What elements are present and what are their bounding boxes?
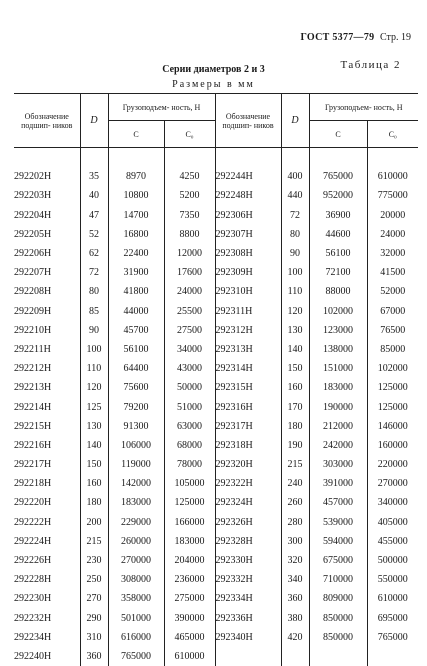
designation-header: Обозначение подшип- ников xyxy=(14,94,80,148)
designation-cell: 292204Н xyxy=(14,206,80,225)
c0-cell: 24000 xyxy=(164,282,215,301)
d-cell: 400 xyxy=(281,167,309,186)
c0-cell: 52000 xyxy=(367,282,418,301)
designation-cell: 292228Н xyxy=(14,570,80,589)
d-cell: 310 xyxy=(80,628,108,647)
table-row xyxy=(14,378,418,397)
designation-cell: 292340Н xyxy=(215,628,281,647)
table-row xyxy=(14,244,418,263)
c-cell: 190000 xyxy=(309,397,367,416)
c0-cell: 102000 xyxy=(367,359,418,378)
designation-cell: 292332Н xyxy=(215,570,281,589)
c-header: C xyxy=(309,121,367,148)
designation-cell: 292324Н xyxy=(215,493,281,512)
designation-cell: 292248Н xyxy=(215,186,281,205)
designation-cell: 292309Н xyxy=(215,263,281,282)
table-row xyxy=(14,436,418,455)
d-cell: 100 xyxy=(281,263,309,282)
c0-cell: 455000 xyxy=(367,532,418,551)
designation-cell: 292313Н xyxy=(215,340,281,359)
bearing-table xyxy=(14,93,418,666)
d-cell: 150 xyxy=(80,455,108,474)
c-cell: 303000 xyxy=(309,455,367,474)
c-cell: 72100 xyxy=(309,263,367,282)
table-row xyxy=(14,321,418,340)
designation-cell: 292216Н xyxy=(14,436,80,455)
c0-cell: 20000 xyxy=(367,206,418,225)
d-cell: 160 xyxy=(281,378,309,397)
designation-cell: 292202Н xyxy=(14,167,80,186)
designation-cell: 292208Н xyxy=(14,282,80,301)
c-cell: 183000 xyxy=(108,493,164,512)
designation-cell: 292210Н xyxy=(14,321,80,340)
c0-cell: 775000 xyxy=(367,186,418,205)
c-cell: 16800 xyxy=(108,225,164,244)
table-row xyxy=(14,186,418,205)
d-cell: 120 xyxy=(80,378,108,397)
c0-cell: 51000 xyxy=(164,397,215,416)
d-cell: 340 xyxy=(281,570,309,589)
c0-cell: 63000 xyxy=(164,417,215,436)
designation-cell: 292315Н xyxy=(215,378,281,397)
c-cell: 64400 xyxy=(108,359,164,378)
c0-cell: 166000 xyxy=(164,513,215,532)
sizes-title: Размеры в мм xyxy=(0,79,427,90)
designation-cell: 292322Н xyxy=(215,474,281,493)
designation-cell: 292213Н xyxy=(14,378,80,397)
designation-cell: 292232Н xyxy=(14,609,80,628)
c0-cell: 34000 xyxy=(164,340,215,359)
d-cell: 47 xyxy=(80,206,108,225)
d-cell: 140 xyxy=(80,436,108,455)
designation-cell: 292224Н xyxy=(14,532,80,551)
d-cell: 120 xyxy=(281,302,309,321)
c0-cell: 17600 xyxy=(164,263,215,282)
designation-cell: 292307Н xyxy=(215,225,281,244)
designation-cell: 292306Н xyxy=(215,206,281,225)
c-cell: 88000 xyxy=(309,282,367,301)
d-cell: 130 xyxy=(281,321,309,340)
c-cell: 151000 xyxy=(309,359,367,378)
c-header: C xyxy=(108,121,164,148)
table-row xyxy=(14,417,418,436)
d-cell: 270 xyxy=(80,589,108,608)
designation-cell: 292308Н xyxy=(215,244,281,263)
c0-cell: 41500 xyxy=(367,263,418,282)
d-cell: 420 xyxy=(281,628,309,647)
c0-cell: 270000 xyxy=(367,474,418,493)
c-cell: 44600 xyxy=(309,225,367,244)
designation-cell: 292212Н xyxy=(14,359,80,378)
c0-cell: 183000 xyxy=(164,532,215,551)
table-row xyxy=(14,628,418,647)
table-row xyxy=(14,340,418,359)
c0-cell: 695000 xyxy=(367,609,418,628)
c0-cell: 275000 xyxy=(164,589,215,608)
d-header: D xyxy=(80,94,108,148)
designation-cell: 292320Н xyxy=(215,455,281,474)
c0-header: C₀ xyxy=(164,121,215,148)
c-cell: 229000 xyxy=(108,513,164,532)
c-cell: 123000 xyxy=(309,321,367,340)
c0-cell: 43000 xyxy=(164,359,215,378)
c0-cell: 24000 xyxy=(367,225,418,244)
designation-cell: 292240Н xyxy=(14,647,80,666)
d-cell: 215 xyxy=(80,532,108,551)
c0-cell: 610000 xyxy=(367,589,418,608)
designation-cell: 292328Н xyxy=(215,532,281,551)
designation-cell: 292218Н xyxy=(14,474,80,493)
designation-cell: 292207Н xyxy=(14,263,80,282)
table-row xyxy=(14,493,418,512)
d-header: D xyxy=(281,94,309,148)
c-cell: 809000 xyxy=(309,589,367,608)
c-cell: 56100 xyxy=(108,340,164,359)
table-row xyxy=(14,474,418,493)
c0-cell: 7350 xyxy=(164,206,215,225)
designation-cell: 292334Н xyxy=(215,589,281,608)
c-cell: 8970 xyxy=(108,167,164,186)
designation-cell: 292217Н xyxy=(14,455,80,474)
designation-cell: 292203Н xyxy=(14,186,80,205)
page-header xyxy=(300,32,411,43)
d-cell: 90 xyxy=(281,244,309,263)
d-cell: 290 xyxy=(80,609,108,628)
table-row xyxy=(14,397,418,416)
d-cell: 110 xyxy=(281,282,309,301)
designation-cell xyxy=(215,647,281,666)
designation-cell: 292214Н xyxy=(14,397,80,416)
d-cell: 320 xyxy=(281,551,309,570)
c0-cell: 4250 xyxy=(164,167,215,186)
c0-cell: 68000 xyxy=(164,436,215,455)
c-cell: 22400 xyxy=(108,244,164,263)
c0-cell: 500000 xyxy=(367,551,418,570)
page-number: Стр. 19 xyxy=(380,32,411,43)
designation-cell: 292211Н xyxy=(14,340,80,359)
designation-cell: 292209Н xyxy=(14,302,80,321)
c0-cell: 125000 xyxy=(164,493,215,512)
designation-cell: 292316Н xyxy=(215,397,281,416)
c0-cell: 25500 xyxy=(164,302,215,321)
c0-cell: 220000 xyxy=(367,455,418,474)
c-cell: 457000 xyxy=(309,493,367,512)
designation-cell: 292312Н xyxy=(215,321,281,340)
d-cell: 125 xyxy=(80,397,108,416)
c-cell: 142000 xyxy=(108,474,164,493)
c0-cell: 405000 xyxy=(367,513,418,532)
c-cell: 850000 xyxy=(309,628,367,647)
c-cell: 183000 xyxy=(309,378,367,397)
d-cell: 62 xyxy=(80,244,108,263)
d-cell: 230 xyxy=(80,551,108,570)
c0-cell: 390000 xyxy=(164,609,215,628)
d-cell: 90 xyxy=(80,321,108,340)
d-cell: 35 xyxy=(80,167,108,186)
d-cell: 240 xyxy=(281,474,309,493)
c-cell: 212000 xyxy=(309,417,367,436)
table-body xyxy=(14,148,418,666)
designation-cell: 292206Н xyxy=(14,244,80,263)
c-cell: 91300 xyxy=(108,417,164,436)
c0-cell: 125000 xyxy=(367,378,418,397)
table-row xyxy=(14,513,418,532)
d-cell: 110 xyxy=(80,359,108,378)
designation-cell: 292244Н xyxy=(215,167,281,186)
d-cell: 215 xyxy=(281,455,309,474)
d-cell: 150 xyxy=(281,359,309,378)
designation-cell: 292215Н xyxy=(14,417,80,436)
table-row xyxy=(14,455,418,474)
c0-cell: 465000 xyxy=(164,628,215,647)
c-cell: 539000 xyxy=(309,513,367,532)
c0-cell: 146000 xyxy=(367,417,418,436)
d-cell: 300 xyxy=(281,532,309,551)
table-label: Таблица 2 xyxy=(340,59,401,71)
d-cell: 160 xyxy=(80,474,108,493)
c0-cell: 32000 xyxy=(367,244,418,263)
table-row xyxy=(14,282,418,301)
c-cell: 675000 xyxy=(309,551,367,570)
d-cell: 72 xyxy=(80,263,108,282)
table-row xyxy=(14,551,418,570)
table-row xyxy=(14,225,418,244)
c0-cell: 160000 xyxy=(367,436,418,455)
c0-cell: 27500 xyxy=(164,321,215,340)
d-cell: 180 xyxy=(281,417,309,436)
c0-cell: 78000 xyxy=(164,455,215,474)
d-cell: 200 xyxy=(80,513,108,532)
c-cell: 10800 xyxy=(108,186,164,205)
designation-cell: 292222Н xyxy=(14,513,80,532)
designation-cell: 292234Н xyxy=(14,628,80,647)
table-row xyxy=(14,302,418,321)
d-cell: 250 xyxy=(80,570,108,589)
d-cell: 130 xyxy=(80,417,108,436)
designation-cell: 292314Н xyxy=(215,359,281,378)
d-cell: 40 xyxy=(80,186,108,205)
series-title: Серии диаметров 2 и 3 xyxy=(0,64,427,75)
designation-cell: 292317Н xyxy=(215,417,281,436)
d-cell xyxy=(281,647,309,666)
load-capacity-header: Грузоподъем- ность, Н xyxy=(108,94,215,121)
d-cell: 440 xyxy=(281,186,309,205)
d-cell: 260 xyxy=(281,493,309,512)
d-cell: 80 xyxy=(281,225,309,244)
designation-cell: 292220Н xyxy=(14,493,80,512)
d-cell: 280 xyxy=(281,513,309,532)
c-cell: 308000 xyxy=(108,570,164,589)
d-cell: 170 xyxy=(281,397,309,416)
c-cell: 594000 xyxy=(309,532,367,551)
c-cell: 765000 xyxy=(309,167,367,186)
c-cell: 710000 xyxy=(309,570,367,589)
d-cell: 52 xyxy=(80,225,108,244)
c0-cell: 340000 xyxy=(367,493,418,512)
c-cell: 14700 xyxy=(108,206,164,225)
c-cell: 79200 xyxy=(108,397,164,416)
designation-cell: 292230Н xyxy=(14,589,80,608)
d-cell: 360 xyxy=(281,589,309,608)
c0-cell: 67000 xyxy=(367,302,418,321)
designation-cell: 292318Н xyxy=(215,436,281,455)
c-cell: 765000 xyxy=(108,647,164,666)
c-cell: 31900 xyxy=(108,263,164,282)
c-cell: 36900 xyxy=(309,206,367,225)
c0-cell: 765000 xyxy=(367,628,418,647)
c0-cell: 8800 xyxy=(164,225,215,244)
c-cell: 242000 xyxy=(309,436,367,455)
table-row xyxy=(14,609,418,628)
c-cell: 391000 xyxy=(309,474,367,493)
standard-number: ГОСТ 5377—79 xyxy=(300,32,374,43)
load-capacity-header: Грузоподъем- ность, Н xyxy=(309,94,418,121)
c0-cell: 50000 xyxy=(164,378,215,397)
c-cell: 616000 xyxy=(108,628,164,647)
designation-cell: 292310Н xyxy=(215,282,281,301)
c0-cell: 204000 xyxy=(164,551,215,570)
d-cell: 80 xyxy=(80,282,108,301)
c0-cell: 125000 xyxy=(367,397,418,416)
table-row xyxy=(14,532,418,551)
c-cell xyxy=(309,647,367,666)
c0-cell: 610000 xyxy=(164,647,215,666)
header-row xyxy=(14,94,418,121)
d-cell: 360 xyxy=(80,647,108,666)
designation-cell: 292226Н xyxy=(14,551,80,570)
designation-cell: 292330Н xyxy=(215,551,281,570)
c0-cell: 236000 xyxy=(164,570,215,589)
c-cell: 270000 xyxy=(108,551,164,570)
table-row xyxy=(14,359,418,378)
designation-cell: 292336Н xyxy=(215,609,281,628)
c-cell: 850000 xyxy=(309,609,367,628)
table-row xyxy=(14,263,418,282)
d-cell: 180 xyxy=(80,493,108,512)
c0-cell: 76500 xyxy=(367,321,418,340)
c-cell: 75600 xyxy=(108,378,164,397)
c0-cell: 105000 xyxy=(164,474,215,493)
c-cell: 952000 xyxy=(309,186,367,205)
designation-cell: 292205Н xyxy=(14,225,80,244)
c-cell: 102000 xyxy=(309,302,367,321)
designation-header: Обозначение подшип- ников xyxy=(215,94,281,148)
c-cell: 138000 xyxy=(309,340,367,359)
c0-cell: 85000 xyxy=(367,340,418,359)
c-cell: 358000 xyxy=(108,589,164,608)
table-row xyxy=(14,206,418,225)
c-cell: 106000 xyxy=(108,436,164,455)
c0-cell: 5200 xyxy=(164,186,215,205)
c-cell: 501000 xyxy=(108,609,164,628)
d-cell: 100 xyxy=(80,340,108,359)
d-cell: 85 xyxy=(80,302,108,321)
c0-cell: 550000 xyxy=(367,570,418,589)
table-row xyxy=(14,647,418,666)
c0-cell xyxy=(367,647,418,666)
c-cell: 45700 xyxy=(108,321,164,340)
d-cell: 140 xyxy=(281,340,309,359)
designation-cell: 292311Н xyxy=(215,302,281,321)
table-row xyxy=(14,589,418,608)
c-cell: 119000 xyxy=(108,455,164,474)
c0-cell: 12000 xyxy=(164,244,215,263)
c0-cell: 610000 xyxy=(367,167,418,186)
d-cell: 380 xyxy=(281,609,309,628)
c-cell: 260000 xyxy=(108,532,164,551)
d-cell: 72 xyxy=(281,206,309,225)
table-row xyxy=(14,570,418,589)
c-cell: 56100 xyxy=(309,244,367,263)
designation-cell: 292326Н xyxy=(215,513,281,532)
c-cell: 44000 xyxy=(108,302,164,321)
d-cell: 190 xyxy=(281,436,309,455)
c-cell: 41800 xyxy=(108,282,164,301)
table-row xyxy=(14,167,418,186)
c0-header: C₀ xyxy=(367,121,418,148)
